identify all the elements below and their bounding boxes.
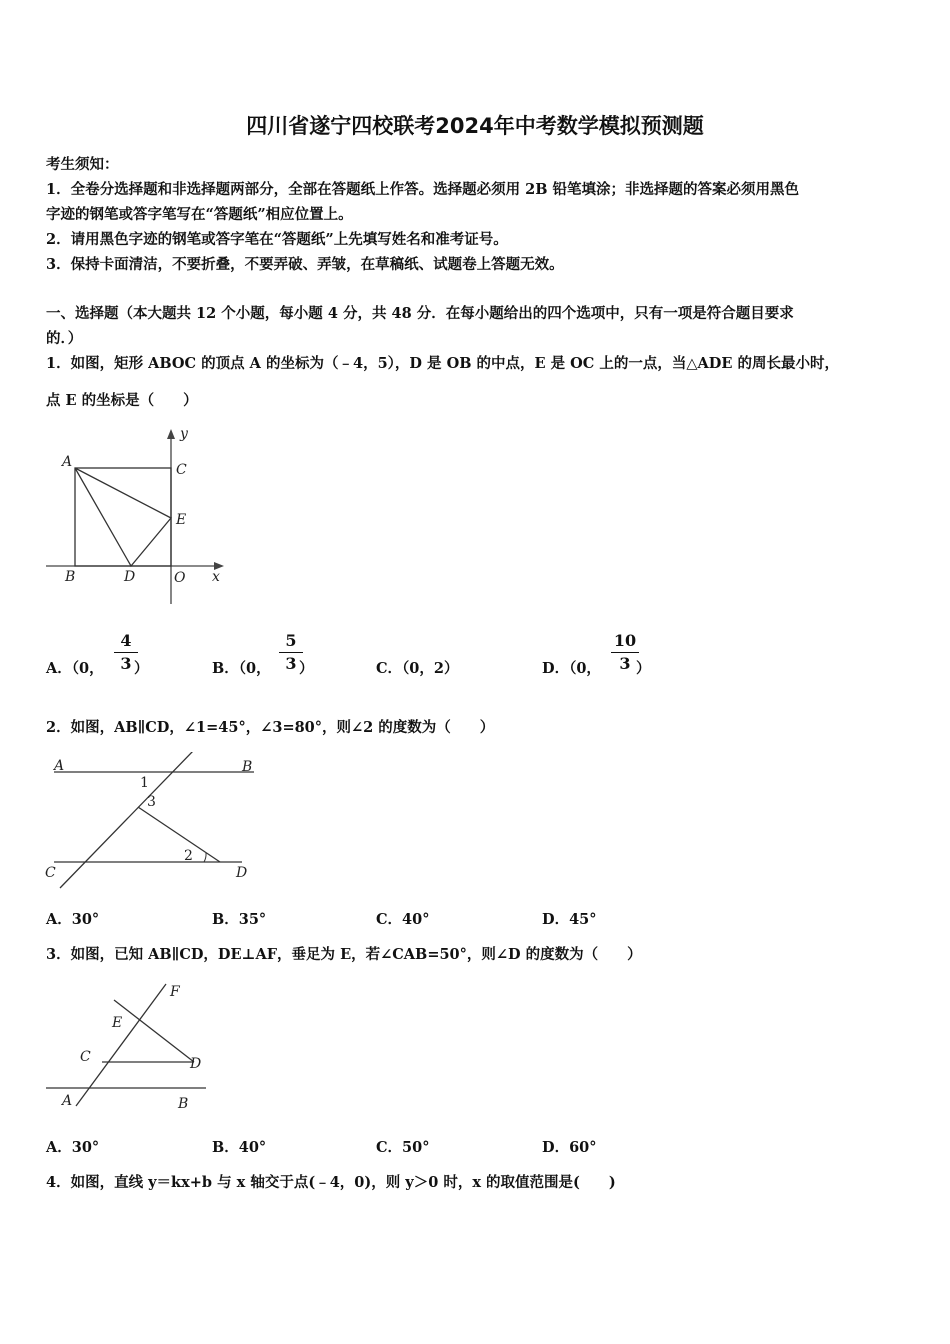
q3-figure: [42, 978, 212, 1118]
q1-option-d-fraction: [611, 632, 639, 673]
q1-label-d: D: [124, 569, 136, 585]
q2-label-3: 3: [147, 794, 156, 810]
q1-label-a: A: [62, 454, 73, 470]
q2-label-d: D: [236, 865, 248, 881]
q1-option-d-prefix: D．（0，: [542, 660, 601, 677]
q1-option-b-denominator: 3: [279, 652, 303, 673]
q1-option-d-denominator: 3: [611, 652, 639, 673]
q1-label-y: y: [180, 426, 188, 442]
q2-option-c[interactable]: C．40°: [376, 911, 430, 928]
notice-line-2: 2．请用黑色字迹的钢笔或答字笔在“答题纸”上先填写姓名和准考证号。: [46, 231, 508, 248]
q1-label-e: E: [176, 512, 187, 528]
page-title: 四川省遂宁四校联考2024年中考数学模拟预测题: [246, 114, 704, 138]
q2-angle-2-arc: [204, 853, 206, 862]
q1-option-d-suffix: ）: [636, 660, 651, 677]
section-heading-line-1: 一、选择题（本大题共 12 个小题，每小题 4 分，共 48 分．在每小题给出的四个选项中，只有一项是符合题目要求: [46, 305, 794, 322]
q1-label-o: O: [174, 570, 186, 586]
q1-stem-line-2: 点 E 的坐标是（ ）: [46, 392, 198, 409]
q2-figure: [42, 752, 262, 892]
q1-option-a-denominator: 3: [114, 652, 138, 673]
q1-option-b-prefix: B．（0，: [212, 660, 271, 677]
q2-label-c: C: [45, 865, 56, 881]
q3-option-c[interactable]: C．50°: [376, 1139, 430, 1156]
q3-line-de: [114, 1000, 194, 1062]
q3-label-a: A: [62, 1093, 73, 1109]
q3-label-b: B: [178, 1096, 189, 1112]
q1-label-b: B: [65, 569, 76, 585]
q1-figure: [42, 422, 232, 612]
q1-option-d-numerator: 10: [613, 631, 637, 650]
q1-y-arrow: [167, 429, 175, 439]
q1-label-x: x: [212, 569, 220, 585]
q2-label-a: A: [54, 758, 65, 774]
q2-stem: 2．如图，AB∥CD，∠1=45°，∠3=80°，则∠2 的度数为（ ）: [46, 719, 495, 736]
notice-line-1b: 字迹的钢笔或答字笔写在“答题纸”相应位置上。: [46, 206, 353, 223]
q1-option-b-suffix: ）: [299, 660, 314, 677]
q1-option-c[interactable]: C．（0，2）: [376, 660, 459, 677]
q2-label-1: 1: [140, 775, 149, 791]
q1-option-a-numerator: 4: [120, 631, 132, 650]
q4-stem: 4．如图，直线 y＝kx+b 与 x 轴交于点(﹣4，0)，则 y＞0 时，x 的取值范围是( ): [46, 1174, 616, 1191]
q2-label-2: 2: [184, 848, 193, 864]
q2-option-b[interactable]: B．35°: [212, 911, 267, 928]
q2-option-d[interactable]: D．45°: [542, 911, 597, 928]
notice-line-1a: 1．全卷分选择题和非选择题两部分，全部在答题纸上作答。选择题必须用 2B 铅笔填涂；非选择题的答案必须用黑色: [46, 181, 800, 198]
notice-heading: 考生须知：: [46, 156, 119, 173]
q1-option-a-prefix: A．（0，: [46, 660, 104, 677]
q2-label-b: B: [242, 759, 253, 775]
q2-segment-to-d: [138, 807, 220, 862]
notice-line-3: 3．保持卡面清洁，不要折叠，不要弄破、弄皱，在草稿纸、试题卷上答题无效。: [46, 256, 564, 273]
q1-option-a-suffix: ）: [134, 660, 149, 677]
q3-stem: 3．如图，已知 AB∥CD，DE⊥AF，垂足为 E，若∠CAB=50°，则∠D 的度数为（ ）: [46, 946, 642, 963]
q3-label-f: F: [170, 984, 180, 1000]
q3-option-a[interactable]: A．30°: [46, 1139, 100, 1156]
q1-triangle-ade: [75, 468, 171, 566]
q3-option-d[interactable]: D．60°: [542, 1139, 597, 1156]
q1-label-c: C: [176, 462, 187, 478]
q3-label-e: E: [112, 1015, 123, 1031]
q1-option-b-numerator: 5: [285, 631, 297, 650]
q3-label-d: D: [190, 1056, 202, 1072]
q2-option-a[interactable]: A．30°: [46, 911, 100, 928]
section-heading-line-2: 的．）: [46, 330, 83, 347]
q3-option-b[interactable]: B．40°: [212, 1139, 267, 1156]
q1-stem-line-1: 1．如图，矩形 ABOC 的顶点 A 的坐标为（﹣4，5），D 是 OB 的中点，E 是 OC 上的一点，当△ADE 的周长最小时，: [46, 355, 839, 372]
q3-label-c: C: [80, 1049, 91, 1065]
